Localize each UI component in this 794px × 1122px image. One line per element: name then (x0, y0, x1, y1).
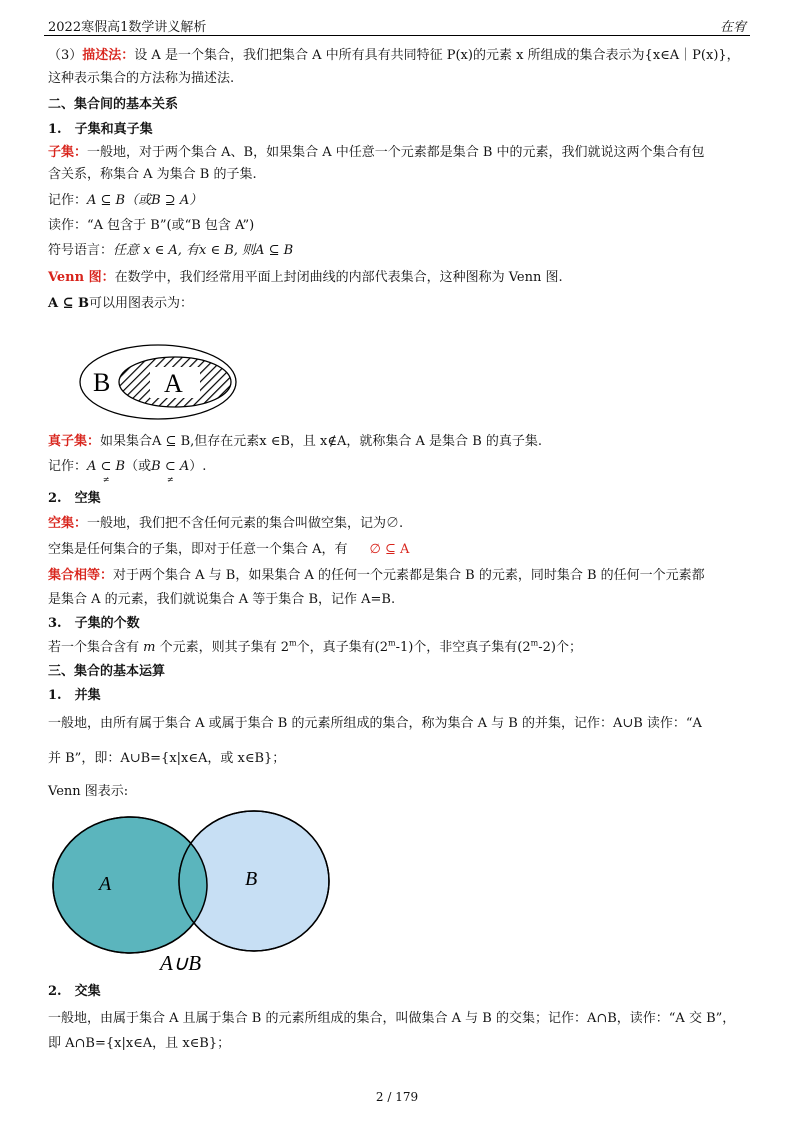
descriptive-method-line (48, 48, 740, 64)
proper-text-b: ,但存在元素 (190, 434, 260, 449)
union-definition: 一般地，由所有属于集合 A 或属于集合 B 的元素所组成的集合，称为集合 A 与 B 的并集，记作：A∪B 读作：“A (48, 716, 702, 731)
header-title: 2022寒假高1数学讲义解析 (48, 20, 207, 35)
neq-mark-a: ≠ (102, 475, 110, 484)
proper-subset-notation (48, 459, 207, 484)
empty-subset-line (48, 542, 409, 558)
count-e: -2)个； (538, 640, 582, 655)
proper-subset-definition (48, 434, 542, 450)
subsection-empty-set: 2. 空集 (48, 491, 101, 506)
subsection-subset: 1. 子集和真子集 (48, 122, 153, 137)
set-a-label: A (164, 369, 183, 398)
subsection-union: 1. 并集 (48, 688, 101, 703)
union-line2: 并 B”，即：A∪B={x|x∈A，或 x∈B}； (48, 751, 286, 766)
proper-note-a (87, 459, 126, 484)
venn-text: 在数学中，我们经常用平面上封闭曲线的内部代表集合，这种图称为 Venn 图. (114, 270, 563, 285)
subset-definition (48, 145, 705, 161)
neq-mark-b: ≠ (166, 475, 174, 484)
intersection-line2: 即 A∩B={x|x∈A，且 x∈B}； (48, 1036, 231, 1051)
section-3-title: 三、集合的基本运算 (48, 664, 166, 679)
count-sup-3: m (530, 638, 539, 648)
subsection-intersection: 2. 交集 (48, 984, 101, 999)
proper-note-mid: （或 (125, 459, 152, 474)
term-set-equality: 集合相等： (48, 568, 114, 583)
symbol-language (48, 243, 293, 259)
intersection-definition: 一般地，由属于集合 A 且属于集合 B 的元素所组成的集合，叫做集合 A 与 B 的交集；记作：A∩B，读作：“A 交 B”， (48, 1011, 736, 1026)
set-b-label: B (245, 868, 258, 890)
count-d: -1)个，非空真子集有(2 (395, 640, 531, 655)
proper-note-b (151, 459, 190, 484)
subset-reading: 读作：“A 包含于 B”(或“B 包含 A”) (48, 218, 255, 233)
count-c: 个，真子集有(2 (296, 640, 388, 655)
set-a-label: A (99, 873, 112, 895)
proper-note-a-expr: A ⊂ B (87, 459, 126, 474)
page-number: 2 / 179 (375, 1090, 419, 1104)
subset-text: 一般地，对于两个集合 A、B，如果集合 A 中任意一个元素都是集合 B 中的元素，我们就说这两个集合有包 (87, 145, 705, 160)
subset-count-line (48, 640, 582, 656)
page-header (44, 15, 750, 36)
notation-expr: A ⊆ B（或B ⊇ A） (87, 193, 203, 208)
set-equality-definition (48, 568, 705, 584)
descriptive-line2: 这种表示集合的方法称为描述法. (48, 71, 235, 86)
header-author: 在宥 (719, 20, 746, 35)
empty-set-definition (48, 516, 403, 532)
proper-text-c: B，且 x∉A，就称集合 A 是集合 B 的真子集. (280, 434, 543, 449)
venn-label: Venn 图表示: (48, 784, 129, 799)
venn-intro-text: 可以用图表示为： (89, 296, 194, 311)
term-proper-subset: 真子集： (48, 434, 101, 449)
venn-intro (48, 296, 193, 312)
count-m: m (143, 640, 156, 655)
empty-text: 一般地，我们把不含任何元素的集合叫做空集，记为 (87, 516, 387, 531)
subsection-subset-count: 3. 子集的个数 (48, 616, 140, 631)
term-venn: Venn 图： (48, 270, 115, 285)
notation-label: 记作： (48, 193, 88, 208)
term-subset: 子集： (48, 145, 88, 160)
subset-notation (48, 193, 202, 209)
proper-expr-a: A ⊆ B (152, 434, 191, 449)
subset-venn-diagram (78, 342, 240, 422)
empty-line2: 空集是任何集合的子集，即对于任意一个集合 A，有 (48, 542, 348, 557)
proper-text-a: 如果集合 (100, 434, 153, 449)
union-venn-diagram (46, 808, 336, 980)
subset-line2: 含关系，称集合 A 为集合 B 的子集. (48, 167, 257, 182)
count-b: 个元素，则其子集有 2 (159, 640, 290, 655)
descriptive-text: 设 A 是一个集合，我们把集合 A 中所有具有共同特征 P(x)的元素 x 所组成的集合表示为{x∈A｜P(x)}， (134, 48, 740, 63)
term-empty-set: 空集： (48, 516, 88, 531)
set-b-label: B (93, 368, 111, 397)
proper-note-b-expr: B ⊂ A (151, 459, 190, 474)
count-sup-2: m (387, 638, 396, 648)
section-2-title: 二、集合间的基本关系 (48, 97, 179, 112)
symbol-expr: 任意 x ∈ A, 有x ∈ B, 则A ⊆ B (113, 243, 294, 258)
equality-line2: 是集合 A 的元素，我们就说集合 A 等于集合 B，记作 A=B. (48, 592, 396, 607)
venn-definition (48, 270, 563, 286)
union-caption: A∪B (160, 951, 202, 975)
empty-expr: ∅ ⊆ A (369, 542, 410, 557)
equal-text: 对于两个集合 A 与 B，如果集合 A 的任何一个元素都是集合 B 的元素，同时集合 B 的任何一个元素都 (113, 568, 705, 583)
term-descriptive: 描述法： (82, 48, 135, 63)
symbol-label: 符号语言： (48, 243, 114, 258)
item-number: （3） (48, 48, 83, 63)
count-sup-1: m (289, 638, 297, 648)
proper-note-end: ）. (189, 459, 207, 474)
proper-expr-b: x ∈ (259, 434, 281, 449)
count-a: 若一个集合含有 (48, 640, 140, 655)
proper-note-label: 记作： (48, 459, 88, 474)
venn-intro-expr: A ⊆ B (48, 296, 90, 311)
empty-symbol: ∅. (386, 516, 404, 531)
